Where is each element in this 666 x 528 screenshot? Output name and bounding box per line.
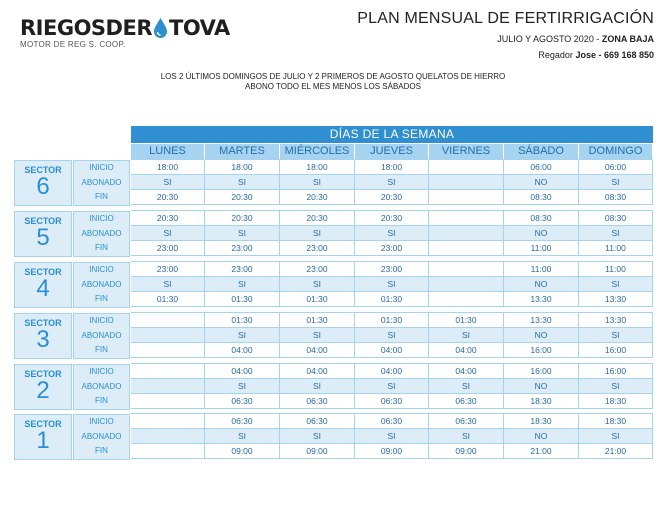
row-labels bbox=[73, 414, 130, 460]
sector-word: SECTOR bbox=[24, 419, 62, 429]
row-labels bbox=[73, 262, 130, 308]
schedule-cell-inicio bbox=[131, 313, 205, 328]
schedule-cell-abonado: NO bbox=[504, 226, 579, 241]
row-label-inicio: INICIO bbox=[89, 417, 114, 426]
sector-word: SECTOR bbox=[24, 165, 62, 175]
day-header-1: MARTES bbox=[205, 144, 279, 159]
sector-label-box bbox=[14, 414, 72, 460]
schedule-cell-abonado: SI bbox=[355, 429, 429, 444]
day-header-2: MIÉRCOLES bbox=[280, 144, 354, 159]
row-label-abonado: ABONADO bbox=[81, 381, 122, 391]
row-label-fin: FIN bbox=[95, 446, 108, 456]
row-label-fin: FIN bbox=[95, 396, 108, 406]
company-logo bbox=[20, 17, 230, 49]
schedule-cell-inicio: 01:30 bbox=[280, 313, 355, 328]
period-line bbox=[357, 34, 654, 44]
schedule-cell-abonado: SI bbox=[355, 277, 429, 292]
row-label-fin: FIN bbox=[95, 243, 108, 253]
schedule-cell-inicio: 04:00 bbox=[429, 364, 504, 379]
schedule-cell-abonado: SI bbox=[205, 226, 280, 241]
row-label-abonado: ABONADO bbox=[81, 279, 122, 289]
period-text: JULIO Y AGOSTO 2020 - bbox=[497, 34, 602, 44]
schedule-cell-abonado: NO bbox=[504, 328, 579, 343]
schedule-cell-fin: 13:30 bbox=[579, 292, 653, 307]
schedule-cell-abonado: SI bbox=[429, 379, 504, 394]
schedule-cell-fin: 06:30 bbox=[355, 394, 429, 409]
schedule-cell-fin bbox=[429, 292, 504, 307]
schedule-cell-fin: 13:30 bbox=[504, 292, 579, 307]
row-labels bbox=[73, 313, 130, 359]
schedule-cell-inicio bbox=[131, 364, 205, 379]
schedule-cell-inicio: 04:00 bbox=[205, 364, 280, 379]
schedule-cell-fin: 06:30 bbox=[429, 394, 504, 409]
schedule-cell-abonado: SI bbox=[579, 379, 653, 394]
schedule-cell-fin: 01:30 bbox=[205, 292, 280, 307]
row-label-inicio: INICIO bbox=[89, 214, 114, 223]
schedule-cell-inicio: 20:30 bbox=[355, 211, 429, 226]
schedule-cell-fin bbox=[429, 241, 504, 256]
schedule-cell-fin: 23:00 bbox=[355, 241, 429, 256]
schedule-cell-abonado: SI bbox=[429, 429, 504, 444]
schedule-cell-inicio bbox=[429, 160, 504, 175]
row-label-abonado: ABONADO bbox=[81, 228, 122, 238]
sector-number: 5 bbox=[36, 224, 50, 251]
schedule-cell-fin: 01:30 bbox=[355, 292, 429, 307]
schedule-cell-fin: 01:30 bbox=[280, 292, 355, 307]
schedule-cell-abonado: NO bbox=[504, 379, 579, 394]
schedule-cell-fin: 06:30 bbox=[280, 394, 355, 409]
zone-text: ZONA BAJA bbox=[601, 34, 654, 44]
schedule-cell-abonado: SI bbox=[280, 175, 355, 190]
schedule-cell-abonado: SI bbox=[355, 175, 429, 190]
schedule-cell-abonado bbox=[131, 328, 205, 343]
schedule-cell-abonado bbox=[131, 429, 205, 444]
schedule-cell-inicio: 16:00 bbox=[579, 364, 653, 379]
sector-number: 3 bbox=[36, 326, 50, 353]
row-label-inicio: INICIO bbox=[89, 316, 114, 325]
schedule-cell-inicio: 18:00 bbox=[205, 160, 280, 175]
schedule-cell-abonado: SI bbox=[205, 277, 280, 292]
schedule-cell-abonado: SI bbox=[280, 429, 355, 444]
schedule-cell-inicio: 20:30 bbox=[280, 211, 355, 226]
schedule-cell-abonado: SI bbox=[355, 379, 429, 394]
schedule-cell-abonado: SI bbox=[355, 328, 429, 343]
row-labels bbox=[73, 364, 130, 410]
sector-number: 1 bbox=[36, 427, 50, 454]
schedule-cell-inicio: 06:30 bbox=[280, 414, 355, 429]
schedule-cell-abonado: SI bbox=[579, 429, 653, 444]
schedule-cell-fin: 09:00 bbox=[280, 444, 355, 459]
schedule-cell-fin: 20:30 bbox=[280, 190, 355, 205]
sector-label-box bbox=[14, 262, 72, 308]
schedule-cell-fin: 20:30 bbox=[205, 190, 280, 205]
schedule-cell-abonado: SI bbox=[205, 175, 280, 190]
sector-word: SECTOR bbox=[24, 369, 62, 379]
irrigator-label: Regador bbox=[538, 50, 576, 60]
schedule-cell-fin: 21:00 bbox=[579, 444, 653, 459]
schedule-cell-abonado: SI bbox=[280, 277, 355, 292]
water-drop-icon bbox=[153, 17, 168, 39]
schedule-cell-fin bbox=[131, 394, 205, 409]
schedule-cell-inicio: 16:00 bbox=[504, 364, 579, 379]
schedule-cell-inicio: 13:30 bbox=[579, 313, 653, 328]
schedule-cell-abonado: SI bbox=[579, 277, 653, 292]
schedule-cell-abonado bbox=[429, 277, 504, 292]
note-line-1: LOS 2 ÚLTIMOS DOMINGOS DE JULIO Y 2 PRIMEROS DE AGOSTO QUELATOS DE HIERRO bbox=[160, 72, 506, 81]
schedule-cell-inicio: 18:30 bbox=[504, 414, 579, 429]
schedule-cell-abonado: SI bbox=[579, 226, 653, 241]
schedule-cell-inicio: 23:00 bbox=[280, 262, 355, 277]
schedule-cell-inicio: 01:30 bbox=[355, 313, 429, 328]
row-labels bbox=[73, 211, 130, 257]
schedule-cell-fin: 16:00 bbox=[579, 343, 653, 358]
logo-subtitle: MOTOR DE REG S. COOP. bbox=[20, 40, 126, 49]
schedule-cell-inicio: 18:00 bbox=[280, 160, 355, 175]
schedule-cell-abonado: SI bbox=[579, 175, 653, 190]
days-of-week-banner: DÍAS DE LA SEMANA bbox=[131, 126, 653, 143]
sector-word: SECTOR bbox=[24, 216, 62, 226]
schedule-cell-inicio: 18:30 bbox=[579, 414, 653, 429]
schedule-cell-fin: 16:00 bbox=[504, 343, 579, 358]
schedule-cell-fin: 09:00 bbox=[429, 444, 504, 459]
schedule-cell-abonado: NO bbox=[504, 429, 579, 444]
schedule-cell-inicio: 06:30 bbox=[429, 414, 504, 429]
schedule-cell-fin: 09:00 bbox=[205, 444, 280, 459]
page-title: PLAN MENSUAL DE FERTIRRIGACIÓN bbox=[357, 10, 654, 27]
schedule-cell-inicio: 23:00 bbox=[131, 262, 205, 277]
schedule-cell-fin: 18:30 bbox=[579, 394, 653, 409]
schedule-cell-inicio: 20:30 bbox=[205, 211, 280, 226]
row-label-inicio: INICIO bbox=[89, 163, 114, 172]
sector-label-box bbox=[14, 313, 72, 359]
irrigator-line bbox=[357, 50, 654, 60]
schedule-cell-abonado: SI bbox=[205, 429, 280, 444]
schedule-cell-abonado bbox=[131, 379, 205, 394]
schedule-cell-fin: 18:30 bbox=[504, 394, 579, 409]
schedule-cell-fin: 04:00 bbox=[205, 343, 280, 358]
schedule-cell-abonado: SI bbox=[355, 226, 429, 241]
day-header-0: LUNES bbox=[131, 144, 204, 159]
schedule-cell-fin bbox=[131, 343, 205, 358]
schedule-cell-inicio: 01:30 bbox=[205, 313, 280, 328]
schedule-cell-fin: 23:00 bbox=[280, 241, 355, 256]
row-label-abonado: ABONADO bbox=[81, 177, 122, 187]
day-header-6: DOMINGO bbox=[579, 144, 652, 159]
schedule-cell-fin bbox=[429, 190, 504, 205]
schedule-cell-inicio: 23:00 bbox=[355, 262, 429, 277]
schedule-cell-inicio: 04:00 bbox=[355, 364, 429, 379]
row-label-fin: FIN bbox=[95, 192, 108, 202]
schedule-cell-inicio: 06:30 bbox=[355, 414, 429, 429]
schedule-cell-fin: 08:30 bbox=[504, 190, 579, 205]
sector-label-box bbox=[14, 211, 72, 257]
schedule-cell-abonado bbox=[429, 175, 504, 190]
schedule-cell-inicio: 13:30 bbox=[504, 313, 579, 328]
row-labels bbox=[73, 160, 130, 206]
row-label-abonado: ABONADO bbox=[81, 431, 122, 441]
schedule-cell-fin: 09:00 bbox=[355, 444, 429, 459]
schedule-cell-fin: 20:30 bbox=[355, 190, 429, 205]
schedule-cell-abonado: SI bbox=[429, 328, 504, 343]
schedule-cell-abonado: SI bbox=[131, 175, 205, 190]
schedule-cell-inicio: 08:30 bbox=[504, 211, 579, 226]
schedule-cell-abonado: SI bbox=[131, 226, 205, 241]
schedule-cell-inicio: 06:30 bbox=[205, 414, 280, 429]
schedule-cell-abonado: SI bbox=[205, 379, 280, 394]
sector-word: SECTOR bbox=[24, 267, 62, 277]
schedule-cell-inicio bbox=[429, 262, 504, 277]
notes bbox=[0, 72, 666, 92]
schedule-cell-fin: 04:00 bbox=[280, 343, 355, 358]
schedule-cell-abonado: SI bbox=[280, 226, 355, 241]
row-label-fin: FIN bbox=[95, 294, 108, 304]
schedule-cell-abonado: SI bbox=[280, 379, 355, 394]
schedule-cell-abonado: SI bbox=[205, 328, 280, 343]
schedule-cell-inicio: 20:30 bbox=[131, 211, 205, 226]
schedule-cell-abonado: SI bbox=[131, 277, 205, 292]
schedule-cell-abonado: NO bbox=[504, 277, 579, 292]
schedule-cell-inicio bbox=[429, 211, 504, 226]
schedule-cell-fin: 04:00 bbox=[355, 343, 429, 358]
schedule-cell-fin: 23:00 bbox=[205, 241, 280, 256]
logo-text-part2: TOVA bbox=[169, 16, 230, 40]
sector-number: 6 bbox=[36, 173, 50, 200]
schedule-cell-inicio: 06:00 bbox=[579, 160, 653, 175]
row-label-abonado: ABONADO bbox=[81, 330, 122, 340]
row-label-inicio: INICIO bbox=[89, 367, 114, 376]
row-label-fin: FIN bbox=[95, 345, 108, 355]
schedule-cell-fin: 04:00 bbox=[429, 343, 504, 358]
sector-label-box bbox=[14, 160, 72, 206]
irrigator-name: Jose - 669 168 850 bbox=[575, 50, 654, 60]
schedule-cell-fin: 01:30 bbox=[131, 292, 205, 307]
schedule-cell-abonado: SI bbox=[579, 328, 653, 343]
schedule-cell-abonado: SI bbox=[280, 328, 355, 343]
schedule-cell-inicio: 04:00 bbox=[280, 364, 355, 379]
schedule-cell-inicio: 11:00 bbox=[504, 262, 579, 277]
sector-label-box bbox=[14, 364, 72, 410]
note-line-2: ABONO TODO EL MES MENOS LOS SÁBADOS bbox=[245, 82, 421, 91]
schedule-cell-fin: 20:30 bbox=[131, 190, 205, 205]
schedule-cell-inicio: 08:30 bbox=[579, 211, 653, 226]
schedule-cell-abonado bbox=[429, 226, 504, 241]
document-header bbox=[357, 10, 654, 60]
schedule-cell-fin: 06:30 bbox=[205, 394, 280, 409]
schedule-cell-fin: 08:30 bbox=[579, 190, 653, 205]
schedule-cell-inicio: 06:00 bbox=[504, 160, 579, 175]
schedule-cell-inicio: 01:30 bbox=[429, 313, 504, 328]
day-header-4: VIERNES bbox=[429, 144, 503, 159]
schedule-cell-fin bbox=[131, 444, 205, 459]
schedule-cell-inicio: 11:00 bbox=[579, 262, 653, 277]
day-header-3: JUEVES bbox=[355, 144, 428, 159]
schedule-cell-fin: 21:00 bbox=[504, 444, 579, 459]
schedule-cell-inicio: 23:00 bbox=[205, 262, 280, 277]
schedule-cell-fin: 11:00 bbox=[579, 241, 653, 256]
day-header-5: SÁBADO bbox=[504, 144, 578, 159]
schedule-cell-inicio bbox=[131, 414, 205, 429]
sector-word: SECTOR bbox=[24, 318, 62, 328]
schedule-cell-inicio: 18:00 bbox=[131, 160, 205, 175]
schedule-cell-fin: 23:00 bbox=[131, 241, 205, 256]
schedule-cell-inicio: 18:00 bbox=[355, 160, 429, 175]
schedule-cell-abonado: NO bbox=[504, 175, 579, 190]
sector-number: 4 bbox=[36, 275, 50, 302]
sector-number: 2 bbox=[36, 377, 50, 404]
logo-text-part1: RIEGOSDER bbox=[20, 16, 152, 40]
row-label-inicio: INICIO bbox=[89, 265, 114, 274]
schedule-cell-fin: 11:00 bbox=[504, 241, 579, 256]
